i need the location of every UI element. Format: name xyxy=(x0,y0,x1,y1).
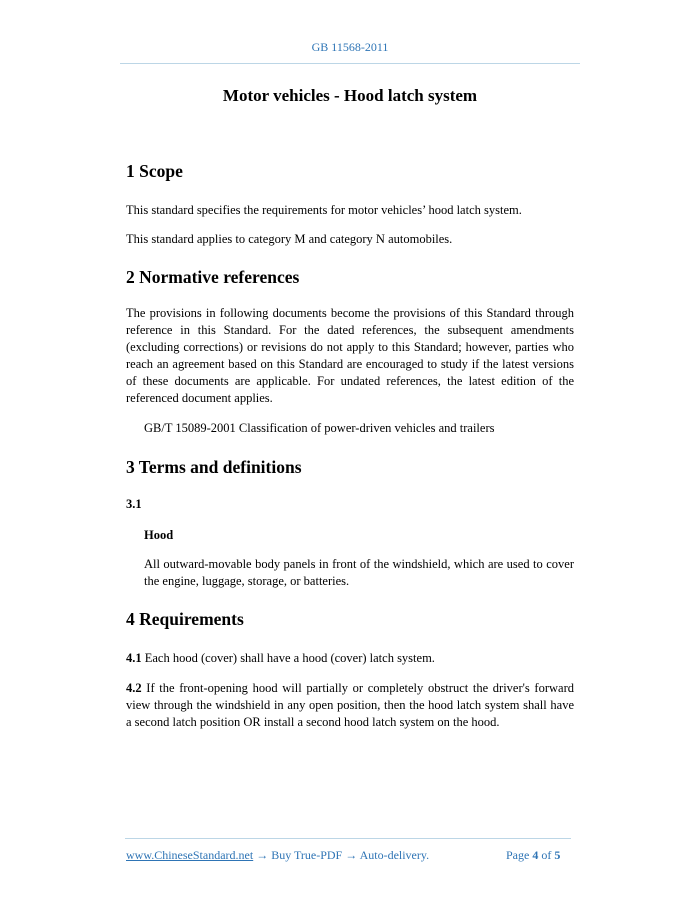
heading-terms: 3 Terms and definitions xyxy=(126,457,302,477)
scope-paragraph-1: This standard specifies the requirements for motor vehicles’ hood latch system. xyxy=(126,203,522,217)
heading-scope: 1 Scope xyxy=(126,161,183,181)
page-total: 5 xyxy=(554,848,561,862)
header-doc-id: GB 11568-2011 xyxy=(311,40,389,54)
page-label: Page xyxy=(506,848,530,862)
website-link[interactable]: www.ChineseStandard.net xyxy=(126,848,254,862)
references-paragraph: The provisions in following documents become the provisions of this Standard through reference in this Standard. For the dated references, the subsequent amendments (excluding corrections) or revisions do not apply to this Standard; however, parties who reach an agreement based on this Standard are encouraged to study if the latest versions of these documents are applicable. For undated references, the latest edition of the referenced document applies. xyxy=(126,306,574,405)
clause-number: 4.2 xyxy=(126,681,142,695)
footer-divider xyxy=(125,838,571,839)
page-indicator xyxy=(506,848,560,863)
page-number: 4 xyxy=(532,848,539,862)
term-number: 3.1 xyxy=(126,497,142,511)
footer-promo-text: → Buy True-PDF → Auto-delivery. xyxy=(253,848,430,862)
clause-text: If the front-opening hood will partially or completely obstruct the driver's forward view through the windshield in any open position, then the hood latch system shall have a second latch position OR install a second hood latch system on the hood. xyxy=(126,681,574,729)
heading-requirements: 4 Requirements xyxy=(126,609,244,629)
requirement-4-2 xyxy=(126,680,574,731)
clause-text: Each hood (cover) shall have a hood (cover) latch system. xyxy=(141,651,435,665)
reference-item: GB/T 15089-2001 Classification of power-driven vehicles and trailers xyxy=(144,421,495,435)
scope-paragraph-2: This standard applies to category M and category N automobiles. xyxy=(126,232,453,246)
clause-number: 4.1 xyxy=(126,651,142,665)
header-divider xyxy=(120,63,580,64)
footer-promo xyxy=(126,848,429,863)
heading-normative-references: 2 Normative references xyxy=(126,267,300,287)
of-label: of xyxy=(541,848,552,862)
term-definition: All outward-movable body panels in front of the windshield, which are used to cover the engine, luggage, storage, or batteries. xyxy=(144,557,574,588)
requirement-4-1 xyxy=(126,650,574,667)
page-title: Motor vehicles - Hood latch system xyxy=(222,86,478,105)
term-name: Hood xyxy=(144,528,174,542)
